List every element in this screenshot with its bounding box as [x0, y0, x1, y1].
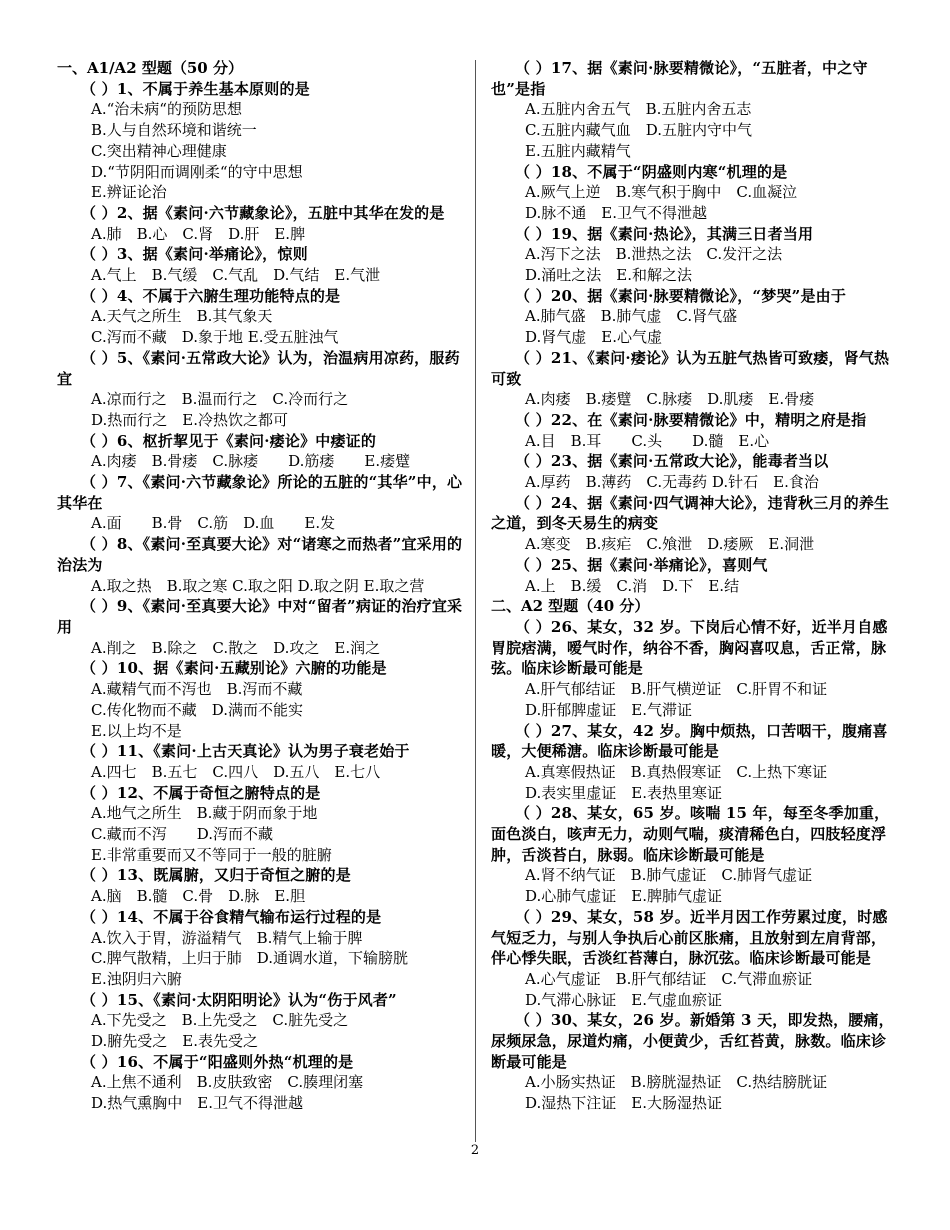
column-divider [475, 60, 476, 1142]
answer-options: A.心气虚证 B.肝气郁结证 C.气滞血瘀证 [525, 969, 813, 988]
answer-options: D.心肺气虚证 E.脾肺气虚证 [525, 887, 722, 906]
question-stem: （ ）25、据《素问·举痛论》，喜则气 [515, 555, 768, 574]
answer-options: D.腑先受之 E.表先受之 [91, 1032, 258, 1051]
answer-options: D.肾气虚 E.心气虚 [525, 328, 662, 347]
answer-options: A.下先受之 B.上先受之 C.脏先受之 [91, 1011, 349, 1030]
answer-options: A.饮入于胃，游溢精气 B.精气上输于脾 [91, 928, 363, 947]
page-number: 2 [470, 1143, 480, 1158]
question-stem: （ ）12、不属于奇恒之腑特点的是 [81, 783, 321, 802]
answer-options: D.“节阴阳而调刚柔“的守中思想 [91, 162, 303, 181]
answer-options: A.肝气郁结证 B.肝气横逆证 C.肝胃不和证 [525, 680, 828, 699]
question-stem: （ ）11、《素问·上古天真论》认为男子衰老始于 [81, 742, 410, 761]
question-stem: （ ）17、据《素问·脉要精微论》，“五脏者，中之守也”是指 [491, 59, 868, 98]
question-stem: （ ）26、某女，32 岁。下岗后心情不好，近半月自感胃脘痞满，嗳气时作，纳谷不香，胸闷喜叹息，舌正常，脉弦。临床诊断最可能是 [491, 617, 888, 678]
question-stem: （ ）1、不属于养生基本原则的是 [81, 79, 310, 98]
answer-options: A.藏精气而不泻也 B.泻而不藏 [91, 680, 303, 699]
answer-options: A.上 B.缓 C.消 D.下 E.结 [525, 576, 740, 595]
answer-options: A.削之 B.除之 C.散之 D.攻之 E.润之 [91, 638, 381, 657]
question-stem: （ ）7、《素问·六节藏象论》所论的五脏的“其华”中，心其华在 [57, 473, 463, 512]
answer-options: A.天气之所生 B.其气象天 [91, 307, 273, 326]
answer-options: D.热而行之 E.冷热饮之都可 [91, 410, 288, 429]
answer-options: A.寒变 B.痎疟 C.飧泄 D.痿厥 E.洞泄 [525, 535, 815, 554]
section-heading: 二、A2 型题（40 分） [491, 597, 650, 616]
right-column [491, 58, 901, 1114]
answer-options: A.肉痿 B.骨痿 C.脉痿 D.筋痿 E.痿躄 [91, 452, 411, 471]
answer-options: A.真寒假热证 B.真热假寒证 C.上热下寒证 [525, 762, 828, 781]
answer-options: A.肾不纳气证 B.肺气虚证 C.肺肾气虚证 [525, 866, 813, 885]
question-stem: （ ）8、《素问·至真要大论》对“诸寒之而热者”宜采用的治法为 [57, 535, 463, 574]
question-stem: （ ）23、据《素问·五常政大论》，能毒者当以 [515, 452, 829, 471]
answer-options: A.泻下之法 B.泄热之法 C.发汗之法 [525, 245, 783, 264]
answer-options: A.凉而行之 B.温而行之 C.冷而行之 [91, 390, 349, 409]
answer-options: C.泻而不藏 D.象于地 E.受五脏浊气 [91, 328, 339, 347]
answer-options: A.地气之所生 B.藏于阴而象于地 [91, 804, 318, 823]
question-stem: （ ）3、据《素问·举痛论》，惊则 [81, 245, 308, 264]
question-stem: （ ）21、《素问·痿论》认为五脏气热皆可致痿，肾气热可致 [491, 348, 890, 388]
left-column [57, 58, 467, 1114]
question-stem: （ ）19、据《素问·热论》，其满三日者当用 [515, 224, 814, 243]
answer-options: A.上焦不通利 B.皮肤致密 C.腠理闭塞 [91, 1073, 364, 1092]
question-stem: （ ）20、据《素问·脉要精微论》，“梦哭”是由于 [515, 286, 847, 305]
answer-options: D.表实里虚证 E.表热里寒证 [525, 783, 722, 802]
question-stem: （ ）22、在《素问·脉要精微论》中，精明之府是指 [515, 410, 867, 429]
question-stem: （ ）13、既属腑，又归于奇恒之腑的是 [81, 866, 351, 885]
answer-options: A.厚药 B.薄药 C.无毒药 D.针石 E.食治 [525, 473, 819, 492]
answer-options: E.五脏内藏精气 [525, 141, 631, 160]
answer-options: D.脉不通 E.卫气不得泄越 [525, 203, 707, 222]
section-heading: 一、A1/A2 型题（50 分） [57, 59, 243, 77]
question-stem: （ ）15、《素问·太阴阳明论》认为“伤于风者” [81, 990, 397, 1009]
question-stem: （ ）30、某女，26 岁。新婚第 3 天，即发热，腰痛，尿频尿急，尿道灼痛，小便黄少，舌红苔黄，脉数。临床诊断最可能是 [491, 1011, 894, 1071]
answer-options: E.以上均不是 [91, 721, 182, 740]
answer-options: C.突出精神心理健康 [91, 141, 227, 160]
answer-options: A.肉痿 B.痿躄 C.脉痿 D.肌痿 E.骨痿 [525, 390, 815, 409]
question-stem: （ ）16、不属于“阳盛则外热“机理的是 [81, 1052, 354, 1071]
answer-options: A.肺 B.心 C.肾 D.肝 E.脾 [91, 224, 306, 243]
answer-options: A.肺气盛 B.肺气虚 C.肾气盛 [525, 307, 738, 326]
answer-options: A.五脏内舍五气 B.五脏内舍五志 [525, 100, 752, 119]
question-stem: （ ）14、不属于谷食精气输布运行过程的是 [81, 907, 382, 926]
answer-options: D.涌吐之法 E.和解之法 [525, 266, 692, 285]
question-stem: （ ）24、据《素问·四气调神大论》，违背秋三月的养生之道，到冬天易生的病变 [491, 493, 890, 533]
question-stem: （ ）28、某女，65 岁。咳喘 15 年，每至冬季加重，面色淡白，咳声无力，动则气喘，痰清稀色白，四肢轻度浮肿，舌淡苔白，脉弱。临床诊断最可能是 [491, 804, 890, 864]
answer-options: C.传化物而不藏 D.满而不能实 [91, 700, 303, 719]
answer-options: A.脑 B.髓 C.骨 D.脉 E.胆 [91, 887, 306, 906]
answer-options: D.肝郁脾虚证 E.气滞证 [525, 700, 692, 719]
answer-options: B.人与自然环境和谐统一 [91, 121, 257, 140]
answer-options: A.气上 B.气缓 C.气乱 D.气结 E.气泄 [91, 266, 381, 285]
answer-options: A.厥气上逆 B.寒气积于胸中 C.血凝泣 [525, 183, 798, 202]
answer-options: A.取之热 B.取之寒 C.取之阳 D.取之阴 E.取之营 [91, 576, 425, 595]
question-stem: （ ）6、枢折挈见于《素问·痿论》中痿证的 [81, 431, 377, 450]
answer-options: D.热气熏胸中 E.卫气不得泄越 [91, 1094, 303, 1113]
question-stem: （ ）4、不属于六腑生理功能特点的是 [81, 286, 341, 305]
question-stem: （ ）5、《素问·五常政大论》认为，治温病用凉药，服药宜 [57, 348, 460, 388]
question-stem: （ ）27、某女，42 岁。胸中烦热，口苦咽干，腹痛喜暖，大便稀溏。临床诊断最可能是 [491, 721, 888, 761]
answer-options: D.湿热下注证 E.大肠湿热证 [525, 1094, 722, 1113]
answer-options: D.气滞心脉证 E.气虚血瘀证 [525, 990, 722, 1009]
answer-options: A.面 B.骨 C.筋 D.血 E.发 [91, 514, 336, 533]
question-stem: （ ）18、不属于“阴盛则内寒“机理的是 [515, 162, 788, 181]
question-stem: （ ）9、《素问·至真要大论》中对“留者”病证的治疗宜采用 [57, 597, 463, 636]
answer-options: E.辨证论治 [91, 183, 167, 202]
answer-options: A.目 B.耳 C.头 D.髓 E.心 [525, 431, 770, 450]
answer-options: C.脾气散精，上归于肺 D.通调水道，下输膀胱 [91, 949, 408, 968]
answer-options: A.四七 B.五七 C.四八 D.五八 E.七八 [91, 762, 381, 781]
answer-options: C.五脏内藏气血 D.五脏内守中气 [525, 121, 752, 140]
answer-options: A.小肠实热证 B.膀胱湿热证 C.热结膀胱证 [525, 1073, 828, 1092]
question-stem: （ ）10、据《素问·五藏别论》六腑的功能是 [81, 659, 387, 678]
question-stem: （ ）29、某女，58 岁。近半月因工作劳累过度，时感气短乏力，与别人争执后心前区胀痛，且放射到左肩背部，伴心悸失眠，舌淡红苔薄白，脉沉弦。临床诊断最可能是 [491, 907, 888, 968]
answer-options: A.“治未病“的预防思想 [91, 100, 242, 119]
answer-options: C.藏而不泻 D.泻而不藏 [91, 825, 273, 844]
answer-options: E.非常重要而又不等同于一般的脏腑 [91, 845, 332, 864]
question-stem: （ ）2、据《素问·六节藏象论》，五脏中其华在发的是 [81, 203, 445, 222]
answer-options: E.浊阴归六腑 [91, 969, 182, 988]
